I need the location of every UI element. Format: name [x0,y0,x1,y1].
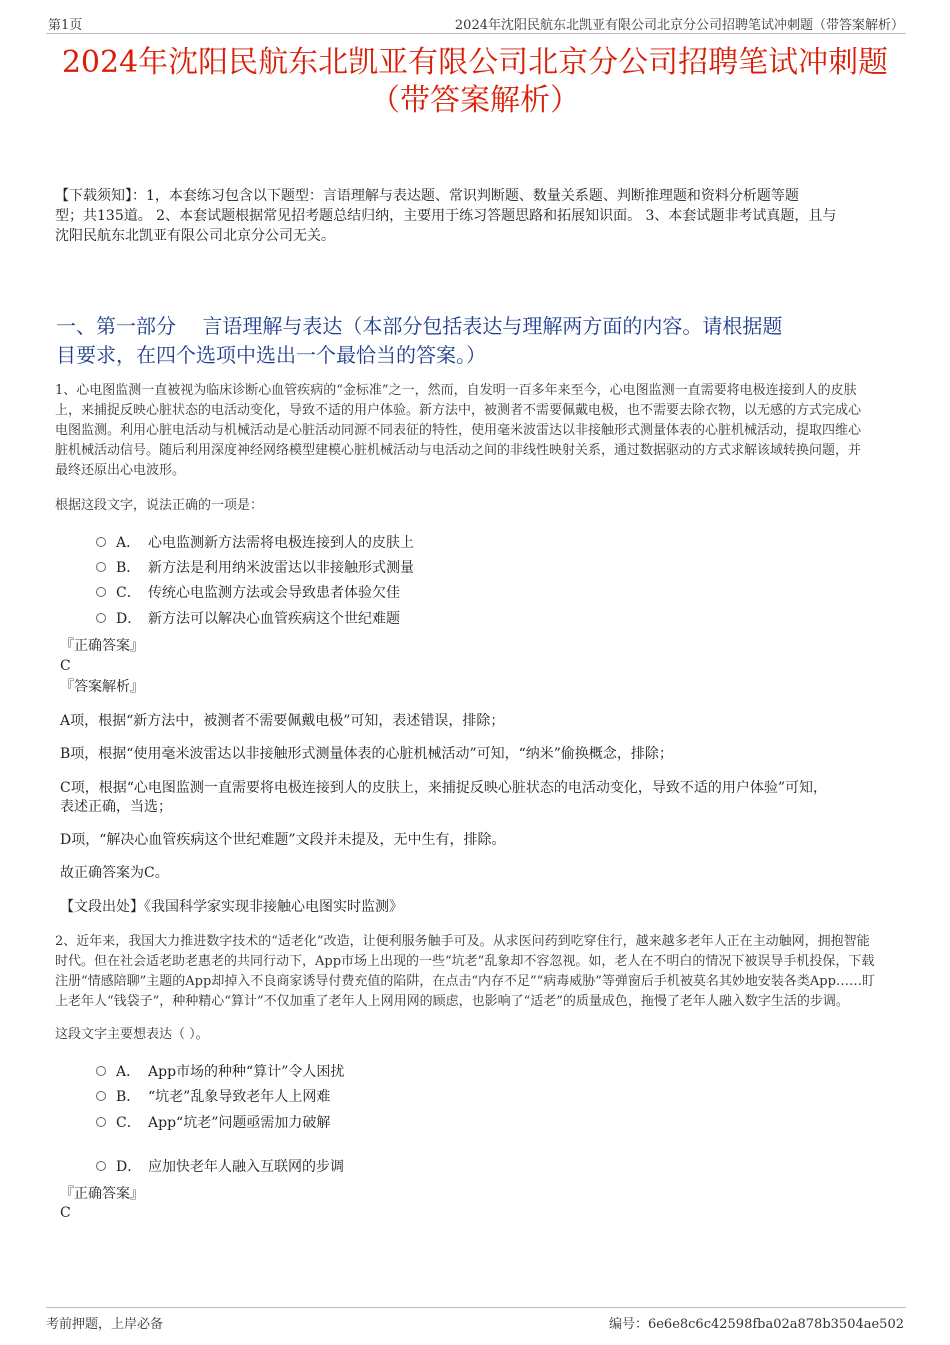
footer-code: 编号：6e6e8c6c42598fba02a878b3504ae502 [608,1317,904,1332]
option-letter: A． [116,1064,141,1080]
question-2-line: 2、近年来，我国大力推进数字技术的“适老化”改造，让便利服务触手可及。从求医问药到吃穿住行，越来越多老年人正在主动触网，拥抱智能 [55,934,870,949]
page-number: 第1页 [48,18,83,33]
question-1-answer: C [60,658,71,674]
analysis-item-d: D项，“解决心血管疾病这个世纪难题”文段并未提及，无中生有，排除。 [60,832,506,848]
document-title [40,44,910,120]
radio-icon[interactable] [96,613,106,623]
question-2-option-c[interactable] [96,1112,330,1132]
option-letter: A． [116,535,141,551]
question-2-line: 时代。但在社会适老助老惠老的共同行动下，App市场上出现的一些“坑老”乱象却不容忽视。如，老人在不明白的情况下被误导手机投保，下载 [55,954,875,969]
question-1-answer-label: 『正确答案』 [60,638,144,654]
notice-line-2: 型；共135道。 2、本套试题根据常见招考题总结归纳，主要用于练习答题思路和拓展知识面。 3、本套试题非考试真题，且与 [55,208,837,224]
option-letter: B． [116,1089,141,1105]
question-2-answer-label: 『正确答案』 [60,1186,144,1202]
running-header-title: 2024年沈阳民航东北凯亚有限公司北京分公司招聘笔试冲刺题（带答案解析） [454,18,904,33]
question-1-line: 上，来捕捉反映心脏状态的电活动变化，导致不适的用户体验。新方法中，被测者不需要佩戴电极，也不需要去除衣物，以无感的方式完成心 [55,403,862,418]
question-2-prompt: 这段文字主要想表达（ ）。 [55,1027,209,1042]
notice-line-3: 沈阳民航东北凯亚有限公司北京分公司无关。 [55,228,335,244]
question-1-option-b[interactable] [96,557,414,577]
footer-divider [46,1307,906,1308]
question-2-option-d[interactable] [96,1156,344,1176]
radio-icon[interactable] [96,537,106,547]
question-1-line: 1、心电图监测一直被视为临床诊断心血管疾病的“金标准”之一，然而，自发明一百多年来至今，心电图监测一直需要将电极连接到人的皮肤 [55,383,857,398]
option-text: “坑老”乱象导致老年人上网难 [148,1089,331,1105]
question-1-line: 电图监测。利用心脏电活动与机械活动是心脏活动同源不同表征的特性，使用毫米波雷达以非接触形式测量体表的心脏机械活动，提取四维心 [55,423,862,438]
radio-icon[interactable] [96,587,106,597]
question-1-stem [55,381,905,481]
question-1-analysis-label: 『答案解析』 [60,679,144,695]
option-letter: D． [116,611,142,627]
radio-icon[interactable] [96,562,106,572]
option-text: 新方法是利用纳米波雷达以非接触形式测量 [148,560,414,576]
option-letter: C． [116,585,141,601]
radio-icon[interactable] [96,1161,106,1171]
question-2-line: 上老年人“钱袋子”，种种精心“算计”不仅加重了老年人上网用网的顾虑，也影响了“适老”的质量成色，拖慢了老年人融入数字生活的步调。 [55,994,849,1009]
analysis-item-b: B项，根据“使用毫米波雷达以非接触形式测量体表的心脏机械活动”可知，“纳米”偷换概念，排除； [60,746,673,762]
analysis-source: 【文段出处】《我国科学家实现非接触心电图实时监测》 [60,899,403,915]
option-text: 心电监测新方法需将电极连接到人的皮肤上 [148,535,414,551]
question-1-option-a[interactable] [96,532,414,552]
option-text: 应加快老年人融入互联网的步调 [148,1159,344,1175]
question-1-line: 脏机械活动信号。随后利用深度神经网络模型建模心脏机械活动与电活动之间的非线性映射关系，通过数据驱动的方式求解该域转换问题，并 [55,443,862,458]
option-text: 传统心电监测方法或会导致患者体验欠佳 [148,585,400,601]
radio-icon[interactable] [96,1117,106,1127]
section-heading-line-2: 目要求，在四个选项中选出一个最恰当的答案。） [56,343,486,367]
option-letter: C． [116,1115,141,1131]
radio-icon[interactable] [96,1066,106,1076]
footer-slogan: 考前押题，上岸必备 [46,1317,164,1332]
header-divider [46,33,906,34]
question-2-option-b[interactable] [96,1086,330,1106]
analysis-item-a: A项，根据“新方法中，被测者不需要佩戴电极”可知，表述错误，排除； [60,713,505,729]
notice-line-1: 【下载须知】：1，本套练习包含以下题型：言语理解与表达题、常识判断题、数量关系题、判断推理题和资料分析题等题 [55,188,799,204]
option-text: 新方法可以解决心血管疾病这个世纪难题 [148,611,400,627]
question-1-option-c[interactable] [96,582,400,602]
analysis-item-c: C项，根据“心电图监测一直需要将电极连接到人的皮肤上，来捕捉反映心脏状态的电活动变化，导致不适的用户体验”可知， [60,780,828,796]
question-1-prompt: 根据这段文字，说法正确的一项是： [55,498,264,513]
title-line-2: （带答案解析） [370,83,580,118]
analysis-item-c-cont: 表述正确，当选； [60,799,172,815]
download-notice [55,186,905,246]
question-2-option-a[interactable] [96,1061,344,1081]
question-1-line: 最终还原出心电波形。 [55,463,186,478]
question-2-line: 注册“情感陪聊”主题的App却掉入不良商家诱导付费充值的陷阱，在点击“内存不足”“病毒威胁”等弹窗后手机被莫名其妙地安装各类App……盯 [55,974,875,989]
question-2-stem [55,932,905,1012]
section-heading [56,312,906,370]
option-letter: B． [116,560,141,576]
radio-icon[interactable] [96,1091,106,1101]
analysis-conclusion: 故正确答案为C。 [60,865,169,881]
title-line-1: 2024年沈阳民航东北凯亚有限公司北京分公司招聘笔试冲刺题 [61,45,889,80]
question-1-option-d[interactable] [96,608,400,628]
section-heading-line-1: 一、第一部分 言语理解与表达（本部分包括表达与理解两方面的内容。请根据题 [56,314,783,338]
question-2-answer: C [60,1205,71,1221]
option-letter: D． [116,1159,142,1175]
option-text: App“坑老”问题亟需加力破解 [148,1115,331,1131]
option-text: App市场的种种“算计”令人困扰 [148,1064,345,1080]
